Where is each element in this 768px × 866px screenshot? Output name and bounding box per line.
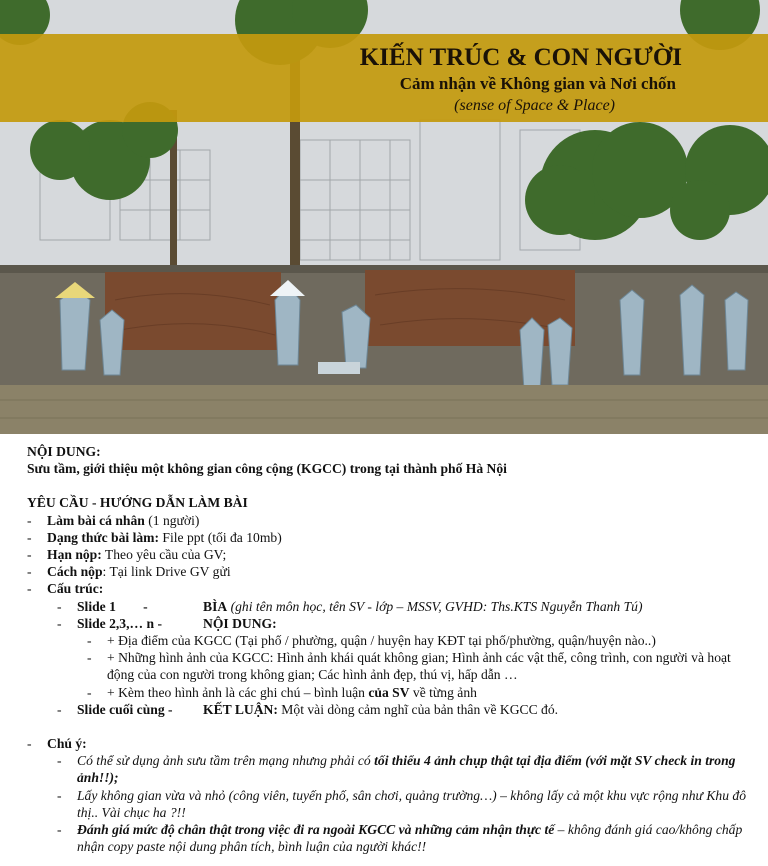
list-item: - Cấu trúc: bbox=[27, 581, 104, 597]
list-item: - Làm bài cá nhân (1 người) bbox=[27, 512, 200, 528]
section-heading-requirements: YÊU CẦU - HƯỚNG DẪN LÀM BÀI bbox=[27, 495, 248, 511]
slide-subitem: - + Những hình ảnh của KGCC: Hình ảnh khái quát không gian; Hình ảnh các vật thể, công trình, con người và hoạt động của con người trong không gian; Các hình ảnh đẹp, thú vị, hấp dẫn … bbox=[87, 650, 731, 683]
banner-subtitle-english: (sense of Space & Place) bbox=[454, 97, 615, 114]
slide-subitem: - + Địa điểm của KGCC (Tại phố / phường, quận / huyện hay KĐT tại phố/phường, quận/huyện nào..) bbox=[87, 633, 656, 649]
note-item: - Đánh giá mức độ chân thật trong việc đi ra ngoài KGCC và những cảm nhận thực tế – không đánh giá cao/không chấp nhận copy paste nội dung phân tích, bình luận của người khác!! bbox=[57, 822, 743, 855]
list-item: - Chú ý: bbox=[27, 736, 87, 752]
list-item: - Dạng thức bài làm: File ppt (tối đa 10mb) bbox=[27, 529, 282, 545]
slide-item: - Slide cuối cùng - KẾT LUẬN: Một vài dòng cảm nghĩ của bản thân về KGCC đó. bbox=[57, 701, 559, 717]
banner-subtitle: Cảm nhận về Không gian và Nơi chốn bbox=[399, 74, 676, 93]
note-item: - Lấy không gian vừa và nhỏ (công viên, tuyến phố, sân chơi, quảng trường…) – không lấy cả một khu vực rộng như Khu đô thị.. Vài chục ha ?!! bbox=[57, 787, 746, 820]
assignment-text bbox=[27, 443, 747, 855]
title-banner bbox=[0, 34, 768, 122]
slide-item: - Slide 1 - BÌA (ghi tên môn học, tên SV - lớp – MSSV, GVHD: Ths.KTS Nguyễn Thanh Tú) bbox=[57, 598, 643, 614]
list-item: - Cách nộp: Tại link Drive GV gửi bbox=[27, 564, 231, 580]
slide-subitem: - + Kèm theo hình ảnh là các ghi chú – bình luận của SV về từng ảnh bbox=[87, 684, 477, 700]
section-heading-content: NỘI DUNG: bbox=[27, 444, 101, 459]
list-item: - Hạn nộp: Theo yêu cầu của GV; bbox=[27, 547, 227, 563]
note-item: - Có thể sử dụng ảnh sưu tầm trên mạng nhưng phải có tối thiểu 4 ảnh chụp thật tại địa điểm (với mặt SV check in trong ảnh!!); bbox=[57, 753, 736, 786]
banner-title: KIẾN TRÚC & CON NGƯỜI bbox=[359, 44, 682, 71]
slide-item: - Slide 2,3,… n - NỘI DUNG: bbox=[57, 615, 277, 631]
section-content-text: Sưu tầm, giới thiệu một không gian công cộng (KGCC) trong tại thành phố Hà Nội bbox=[27, 461, 507, 477]
